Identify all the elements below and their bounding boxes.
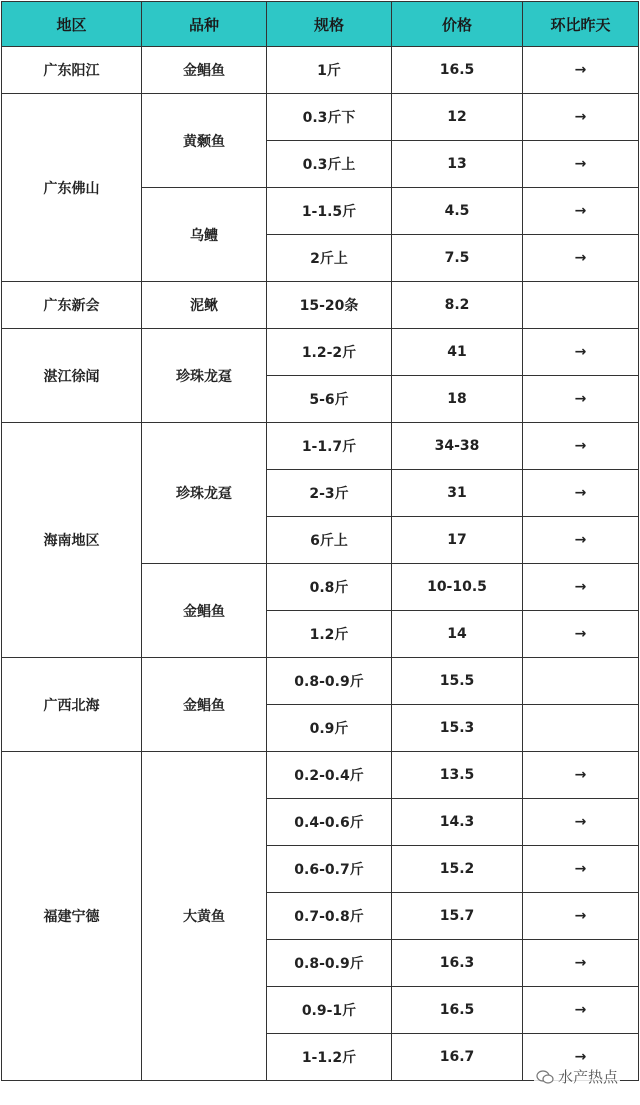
spec-cell: 1.2斤 bbox=[267, 611, 392, 658]
spec-cell: 0.9-1斤 bbox=[267, 987, 392, 1034]
trend-cell: → bbox=[523, 940, 639, 987]
table-row bbox=[2, 94, 639, 141]
spec-cell: 1.2-2斤 bbox=[267, 329, 392, 376]
trend-cell bbox=[523, 282, 639, 329]
region-cell: 湛江徐闻 bbox=[2, 329, 142, 423]
trend-cell: → bbox=[523, 846, 639, 893]
species-cell: 乌鳢 bbox=[142, 188, 267, 282]
species-cell: 泥鳅 bbox=[142, 282, 267, 329]
spec-cell: 1斤 bbox=[267, 47, 392, 94]
watermark bbox=[534, 1066, 620, 1087]
price-cell: 16.5 bbox=[392, 47, 523, 94]
species-cell: 大黄鱼 bbox=[142, 752, 267, 1081]
price-cell: 15.3 bbox=[392, 705, 523, 752]
table-row bbox=[2, 658, 639, 705]
price-cell: 16.3 bbox=[392, 940, 523, 987]
spec-cell: 1-1.2斤 bbox=[267, 1034, 392, 1081]
table-row bbox=[2, 47, 639, 94]
price-cell: 17 bbox=[392, 517, 523, 564]
spec-cell: 0.6-0.7斤 bbox=[267, 846, 392, 893]
price-cell: 14.3 bbox=[392, 799, 523, 846]
trend-cell: → bbox=[523, 517, 639, 564]
header-region: 地区 bbox=[2, 2, 142, 47]
trend-cell: → bbox=[523, 470, 639, 517]
price-cell: 16.5 bbox=[392, 987, 523, 1034]
price-cell: 15.7 bbox=[392, 893, 523, 940]
table-row bbox=[2, 329, 639, 376]
table-body bbox=[2, 47, 639, 1081]
trend-cell: → bbox=[523, 564, 639, 611]
species-cell: 黄颡鱼 bbox=[142, 94, 267, 188]
table-row bbox=[2, 282, 639, 329]
header-spec: 规格 bbox=[267, 2, 392, 47]
region-cell: 广东佛山 bbox=[2, 94, 142, 282]
price-cell: 15.2 bbox=[392, 846, 523, 893]
table-row bbox=[2, 423, 639, 470]
region-cell: 广西北海 bbox=[2, 658, 142, 752]
species-cell: 金鲳鱼 bbox=[142, 658, 267, 752]
price-cell: 34-38 bbox=[392, 423, 523, 470]
table-row bbox=[2, 752, 639, 799]
trend-cell: → bbox=[523, 987, 639, 1034]
region-cell: 广东阳江 bbox=[2, 47, 142, 94]
spec-cell: 0.2-0.4斤 bbox=[267, 752, 392, 799]
trend-cell bbox=[523, 705, 639, 752]
spec-cell: 1-1.5斤 bbox=[267, 188, 392, 235]
price-cell: 15.5 bbox=[392, 658, 523, 705]
price-table bbox=[1, 1, 639, 1081]
spec-cell: 0.3斤下 bbox=[267, 94, 392, 141]
spec-cell: 0.7-0.8斤 bbox=[267, 893, 392, 940]
trend-cell: → bbox=[523, 329, 639, 376]
spec-cell: 2斤上 bbox=[267, 235, 392, 282]
trend-cell: → bbox=[523, 94, 639, 141]
trend-cell: → bbox=[523, 47, 639, 94]
price-cell: 7.5 bbox=[392, 235, 523, 282]
species-cell: 珍珠龙趸 bbox=[142, 423, 267, 564]
spec-cell: 1-1.7斤 bbox=[267, 423, 392, 470]
trend-cell: → bbox=[523, 235, 639, 282]
region-cell: 福建宁德 bbox=[2, 752, 142, 1081]
watermark-text: 水产热点 bbox=[557, 1068, 618, 1086]
price-cell: 13.5 bbox=[392, 752, 523, 799]
header-trend: 环比昨天 bbox=[523, 2, 639, 47]
spec-cell: 15-20条 bbox=[267, 282, 392, 329]
price-cell: 8.2 bbox=[392, 282, 523, 329]
price-cell: 4.5 bbox=[392, 188, 523, 235]
spec-cell: 6斤上 bbox=[267, 517, 392, 564]
price-cell: 16.7 bbox=[392, 1034, 523, 1081]
header-price: 价格 bbox=[392, 2, 523, 47]
spec-cell: 5-6斤 bbox=[267, 376, 392, 423]
header-row bbox=[2, 2, 639, 47]
spec-cell: 0.8斤 bbox=[267, 564, 392, 611]
trend-cell: → bbox=[523, 1034, 639, 1081]
spec-cell: 0.3斤上 bbox=[267, 141, 392, 188]
table-header bbox=[2, 2, 639, 47]
region-cell: 广东新会 bbox=[2, 282, 142, 329]
price-cell: 18 bbox=[392, 376, 523, 423]
spec-cell: 2-3斤 bbox=[267, 470, 392, 517]
spec-cell: 0.4-0.6斤 bbox=[267, 799, 392, 846]
header-species: 品种 bbox=[142, 2, 267, 47]
spec-cell: 0.8-0.9斤 bbox=[267, 940, 392, 987]
price-cell: 10-10.5 bbox=[392, 564, 523, 611]
trend-cell: → bbox=[523, 376, 639, 423]
trend-cell: → bbox=[523, 188, 639, 235]
trend-cell: → bbox=[523, 752, 639, 799]
trend-cell: → bbox=[523, 141, 639, 188]
species-cell: 珍珠龙趸 bbox=[142, 329, 267, 423]
spec-cell: 0.9斤 bbox=[267, 705, 392, 752]
trend-cell bbox=[523, 658, 639, 705]
price-cell: 41 bbox=[392, 329, 523, 376]
trend-cell: → bbox=[523, 893, 639, 940]
price-cell: 14 bbox=[392, 611, 523, 658]
spec-cell: 0.8-0.9斤 bbox=[267, 658, 392, 705]
species-cell: 金鲳鱼 bbox=[142, 564, 267, 658]
price-cell: 31 bbox=[392, 470, 523, 517]
wechat-icon bbox=[536, 1070, 554, 1084]
trend-cell: → bbox=[523, 799, 639, 846]
price-cell: 13 bbox=[392, 141, 523, 188]
price-cell: 12 bbox=[392, 94, 523, 141]
trend-cell: → bbox=[523, 611, 639, 658]
region-cell: 海南地区 bbox=[2, 423, 142, 658]
trend-cell: → bbox=[523, 423, 639, 470]
species-cell: 金鲳鱼 bbox=[142, 47, 267, 94]
